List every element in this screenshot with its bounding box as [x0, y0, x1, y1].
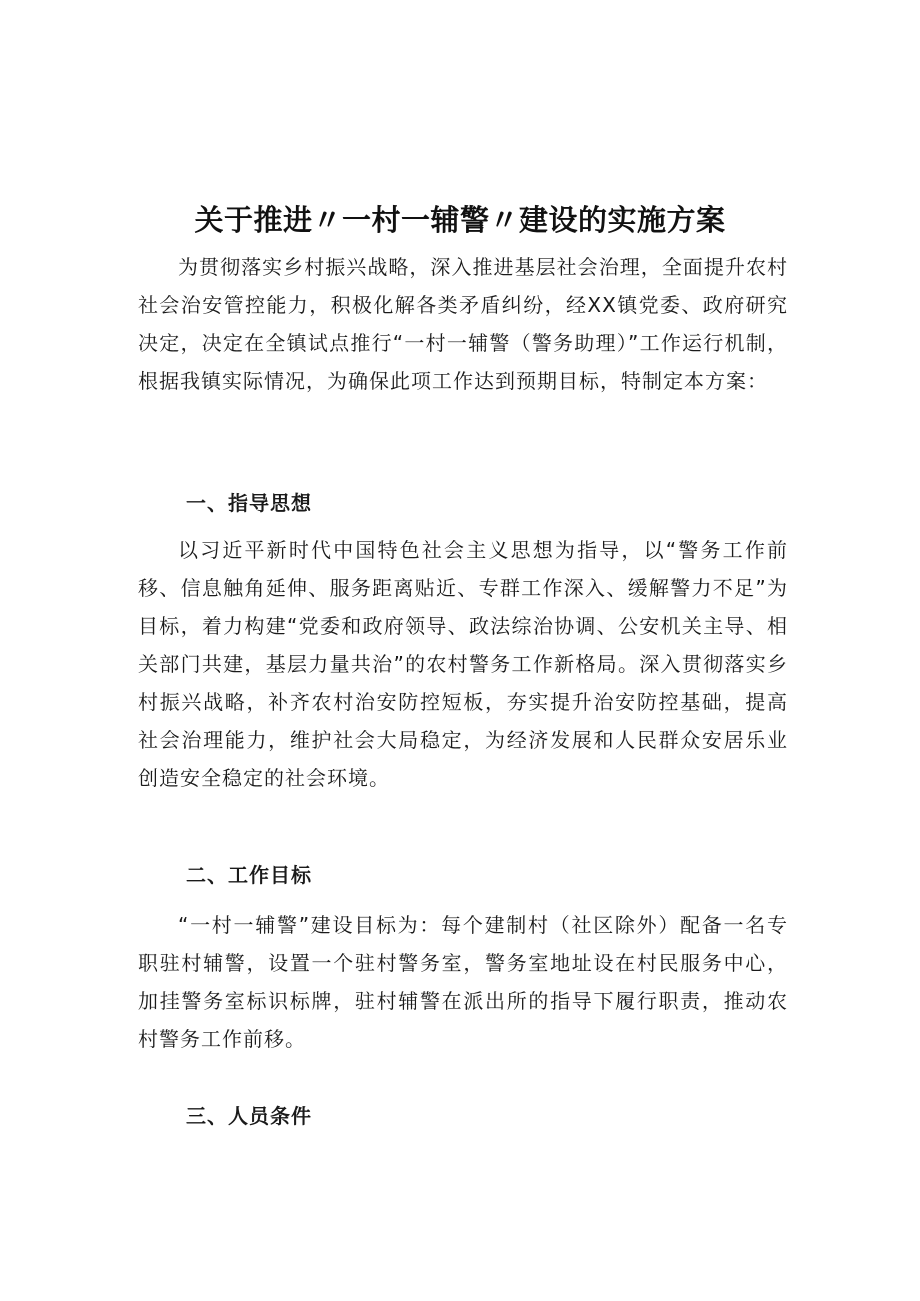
document-title: 关于推进〃一村一辅警〃建设的实施方案 — [194, 203, 726, 238]
section-heading-personnel-conditions: 三、人员条件 — [186, 1104, 312, 1128]
section-heading-guiding-ideology: 一、指导思想 — [186, 491, 312, 515]
intro-paragraph: 为贯彻落实乡村振兴战略，深入推进基层社会治理，全面提升农村社会治安管控能力，积极化解各类矛盾纠纷，经XX镇党委、政府研究决定，决定在全镇试点推行“一村一辅警（警务助理）”工作运行机制，根据我镇实际情况，为确保此项工作达到预期目标，特制定本方案： — [138, 255, 788, 393]
section-body-guiding-ideology: 以习近平新时代中国特色社会主义思想为指导，以“警务工作前移、信息触角延伸、服务距离贴近、专群工作深入、缓解警力不足”为目标，着力构建“党委和政府领导、政法综治协调、公安机关主导、相关部门共建，基层力量共治”的农村警务工作新格局。深入贯彻落实乡村振兴战略，补齐农村治安防控短板，夯实提升治安防控基础，提高社会治理能力，维护社会大局稳定，为经济发展和人民群众安居乐业创造安全稳定的社会环境。 — [138, 538, 788, 790]
section-body-work-goals: “一村一辅警”建设目标为：每个建制村（社区除外）配备一名专职驻村辅警，设置一个驻村警务室，警务室地址设在村民服务中心，加挂警务室标识标牌，驻村辅警在派出所的指导下履行职责，推动农村警务工作前移。 — [138, 913, 788, 1051]
section-heading-work-goals: 二、工作目标 — [186, 863, 312, 887]
